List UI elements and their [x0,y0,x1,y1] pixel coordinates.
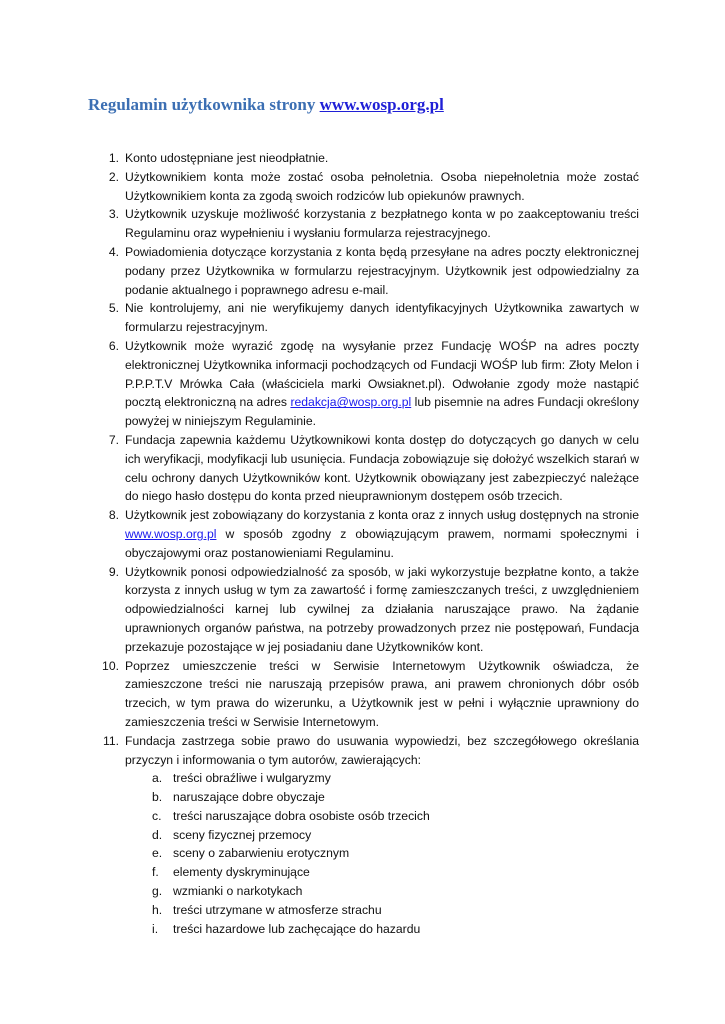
sub-text: wzmianki o narkotykach [173,884,303,899]
rule-number: 10. [102,658,119,673]
sub-letter: b. [152,790,163,805]
sub-letter: e. [152,846,163,861]
sub-text: elementy dyskryminujące [173,865,310,880]
sub-text: sceny o zabarwieniu erotycznym [173,846,350,861]
sub-list [125,769,639,938]
sub-letter: c. [152,808,162,823]
sub-item [125,769,639,788]
rule-item [97,657,639,732]
rule-number: 3. [108,207,119,222]
sub-item [125,826,639,845]
sub-text: treści utrzymane w atmosferze strachu [173,902,382,917]
website-link[interactable]: www.wosp.org.pl [125,526,217,541]
sub-text: treści naruszające dobra osobiste osób trzecich [173,808,430,823]
rule-item [97,168,639,206]
rule-item [97,732,639,939]
rule-text: Powiadomienia dotyczące korzystania z konta będą przesyłane na adres poczty elektronicznej podany przez Użytkownika w formularzu rejestracyjnym. Użytkownik jest odpowiedzialny za podanie aktualnego i poprawnego adresu e-mail. [125,244,639,297]
rule-item [97,431,639,506]
rule-text-before: Użytkownik może wyrazić zgodę na wysyłanie przez Fundację WOŚP na adres poczty elektronicznej Użytkownika informacji pochodzących od Fundacji WOŚP lub firm: Złoty Melon i P.P.P.T.V Mrówka Cała (właściciela marki Owsiaknet.pl). Odwołanie zgody może nastąpić pocztą elektroniczną na adres [125,338,639,410]
sub-letter: d. [152,827,163,842]
rule-text: Użytkownik ponosi odpowiedzialność za sposób, w jaki wykorzystuje bezpłatne konto, a także korzysta z innych usług w tym za zawartość i formę zamieszczanych treści, z uwzględnieniem odpowiedzialności karnej lub cywilnej za działania naruszające prawo. Na żądanie uprawnionych organów państwa, na potrzeby prowadzonych przez nie postępowań, Fundacja przekazuje pozostające w jej posiadaniu dane Użytkowników kont. [125,564,639,654]
rule-item [97,563,639,657]
sub-item [125,844,639,863]
sub-text: treści obraźliwe i wulgaryzmy [173,771,331,786]
rule-number: 7. [108,432,119,447]
rule-item [97,149,639,168]
rule-item [97,337,639,431]
title-text: Regulamin użytkownika strony [88,95,320,114]
sub-text: treści hazardowe lub zachęcające do hazardu [173,921,421,936]
sub-item [125,788,639,807]
rules-list [97,149,639,938]
rule-number: 8. [108,508,119,523]
rule-text-after: w sposób zgodny z obowiązującym prawem, normami społecznymi i obyczajowymi oraz postanowieniami Regulaminu. [125,526,639,560]
sub-item [125,807,639,826]
rule-item [97,506,639,562]
sub-letter: a. [152,771,163,786]
rule-number: 2. [108,169,119,184]
rule-text-after: lub pisemnie na adres Fundacji określony powyżej w niniejszym Regulaminie. [125,395,640,429]
sub-letter: g. [152,884,163,899]
document-title [88,95,444,115]
sub-letter: i. [152,921,159,936]
rule-item [97,299,639,337]
sub-item [125,882,639,901]
rule-item [97,205,639,243]
rule-text: Nie kontrolujemy, ani nie weryfikujemy danych identyfikacyjnych Użytkownika zawartych w formularzu rejestracyjnym. [125,301,639,335]
rule-number: 11. [102,733,119,748]
sub-item [125,863,639,882]
sub-letter: h. [152,902,163,917]
rule-text: Fundacja zapewnia każdemu Użytkownikowi konta dostęp do dotyczących go danych w celu ich weryfikacji, modyfikacji lub usunięcia. Fundacja zobowiązuje się dołożyć wszelkich starań w celu ochrony danych Użytkowników kont. Użytkownik obowiązany jest zabezpieczyć należące do niego hasło dostępu do konta przed nieuprawnionym dostępem osób trzecich. [125,432,639,504]
sub-text: sceny fizycznej przemocy [173,827,312,842]
sub-text: naruszające dobre obyczaje [173,790,325,805]
sub-item [125,920,639,939]
rule-number: 5. [108,301,119,316]
rule-number: 4. [108,244,119,259]
rule-number: 1. [108,151,119,165]
title-link[interactable]: www.wosp.org.pl [319,95,444,114]
rule-text: Konto udostępniane jest nieodpłatnie. [125,151,329,165]
rule-item [97,243,639,299]
email-link[interactable]: redakcja@wosp.org.pl [290,395,412,410]
sub-letter: f. [152,865,159,880]
rule-text: Użytkownik uzyskuje możliwość korzystania z bezpłatnego konta w po zaakceptowaniu treści Regulaminu oraz wypełnieniu i wysłaniu formularza rejestracyjnego. [125,207,639,241]
rule-text: Poprzez umieszczenie treści w Serwisie Internetowym Użytkownik oświadcza, że zamieszczone treści nie naruszają przepisów prawa, ani prawem chronionych dóbr osób trzecich, w tym prawa do wizerunku, a Użytkownik jest w pełni i wyłącznie uprawniony do zamieszczenia treści w Serwisie Internetowym. [125,658,639,729]
rule-text: Użytkownikiem konta może zostać osoba pełnoletnia. Osoba niepełnoletnia może zostać Użytkownikiem konta za zgodą swoich rodziców lub opiekunów prawnych. [125,169,639,203]
rule-text-before: Użytkownik jest zobowiązany do korzystania z konta oraz z innych usług dostępnych na stronie [125,508,639,523]
sub-item [125,901,639,920]
rule-text: Fundacja zastrzega sobie prawo do usuwania wypowiedzi, bez szczegółowego określania przyczyn i informowania o tym autorów, zawierających: [125,733,639,767]
rule-number: 9. [108,564,119,579]
rule-number: 6. [108,338,119,353]
